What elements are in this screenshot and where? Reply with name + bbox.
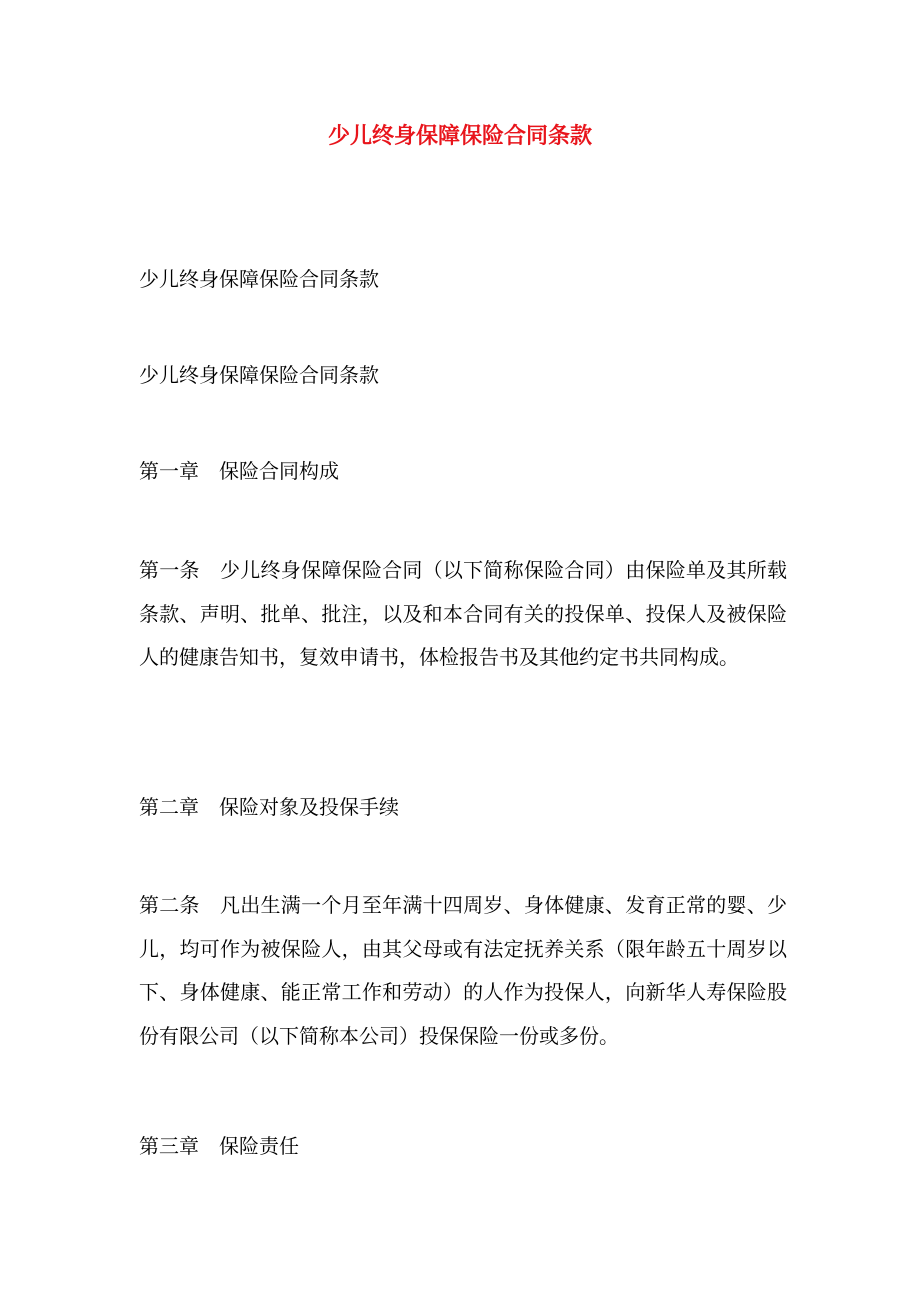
article-1-paragraph: 第一条 少儿终身保障保险合同（以下简称保险合同）由保险单及其所载条款、声明、批单、批注，以及和本合同有关的投保单、投保人及被保险人的健康告知书，复效申请书，体检报告书及其他约定书共同构成。	[139, 558, 787, 669]
chapter-2-heading: 第二章 保险对象及投保手续	[139, 795, 399, 819]
subtitle-paragraph-repeat: 少儿终身保障保险合同条款	[139, 363, 379, 387]
chapter-3-heading: 第三章 保险责任	[139, 1134, 299, 1158]
document-title: 少儿终身保障保险合同条款	[327, 123, 592, 149]
chapter-1-heading: 第一章 保险合同构成	[139, 459, 339, 483]
article-2-paragraph: 第二条 凡出生满一个月至年满十四周岁、身体健康、发育正常的婴、少儿，均可作为被保险人，由其父母或有法定抚养关系（限年龄五十周岁以下、身体健康、能正常工作和劳动）的人作为投保人，向新华人寿保险股份有限公司（以下简称本公司）投保保险一份或多份。	[139, 893, 787, 1048]
subtitle-paragraph: 少儿终身保障保险合同条款	[139, 267, 379, 291]
